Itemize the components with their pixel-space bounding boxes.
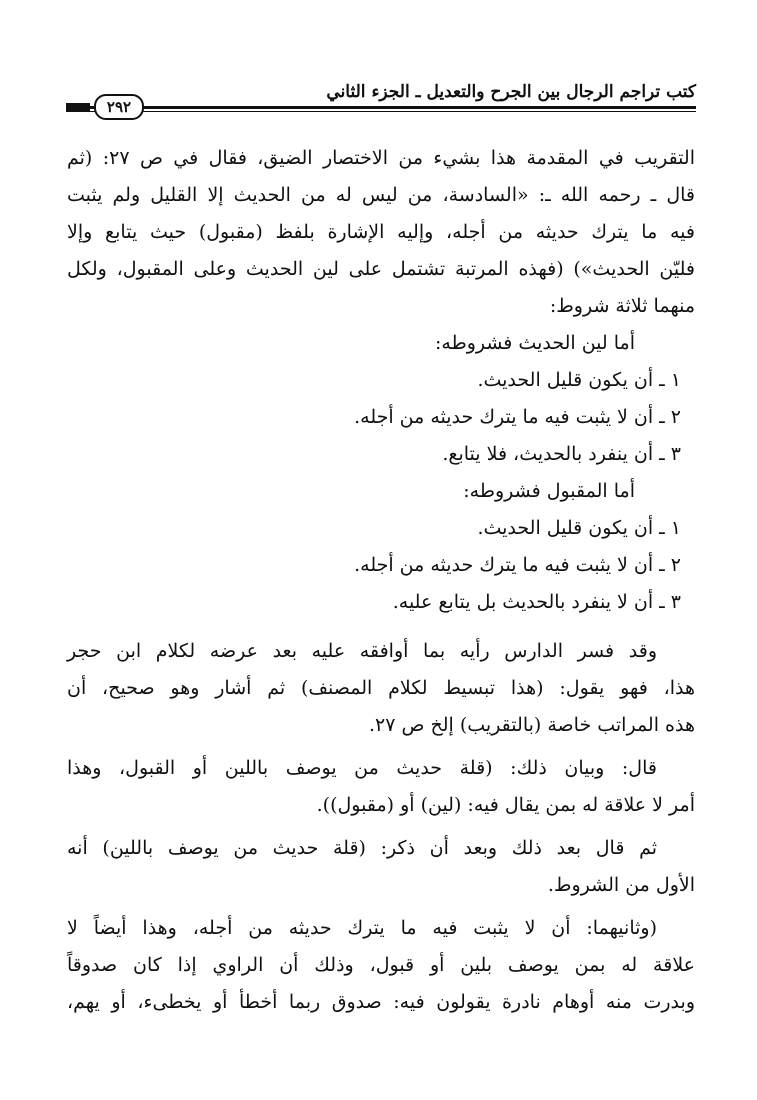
- list-item: ١ ـ أن يكون قليل الحديث.: [477, 517, 681, 539]
- text-line: منهما ثلاثة شروط:: [549, 295, 695, 317]
- list-item: ٢ ـ أن لا يثبت فيه ما يترك حديثه من أجله.: [354, 406, 681, 428]
- subheading: أما لين الحديث فشروطه:: [434, 332, 635, 354]
- text-line: فيه ما يترك حديثه من أجله، وإليه الإشارة بلفظ (مقبول) حيث يتابع وإلا: [67, 221, 695, 243]
- page-number: ٢٩٢: [94, 94, 144, 120]
- subheading: أما المقبول فشروطه:: [463, 480, 635, 502]
- list-item: ١ ـ أن يكون قليل الحديث.: [477, 369, 681, 391]
- page-number-ornament: [66, 96, 166, 118]
- text-line: هذا، فهو يقول: (هذا تبسيط لكلام المصنف) ثم أشار وهو صحيح، أن: [67, 677, 695, 699]
- text-line: أمر لا علاقة له بمن يقال فيه: (لين) أو (مقبول)).: [316, 794, 695, 816]
- text-line: وقد فسر الدارس رأيه بما أوافقه عليه بعد عرضه لكلام ابن حجر: [67, 640, 657, 662]
- text-line: ثم قال بعد ذلك وبعد أن ذكر: (قلة حديث من يوصف باللين) أنه: [67, 837, 657, 859]
- text-line: قال ـ رحمه الله ـ: «السادسة، من ليس له من الحديث إلا القليل ولم يثبت: [67, 184, 695, 206]
- text-line: قال: وبيان ذلك: (قلة حديث من يوصف باللين أو القبول، وهذا: [67, 757, 657, 779]
- text-line: وبدرت منه أوهام نادرة يقولون فيه: صدوق ربما أخطأ أو يخطىء، أو يهم،: [67, 991, 695, 1013]
- body-text: [67, 140, 695, 1021]
- text-line: هذه المراتب خاصة (بالتقريب) إلخ ص ٢٧.: [368, 714, 695, 736]
- running-title: كتب تراجم الرجال بين الجرح والتعديل ـ الجزء الثاني: [326, 82, 696, 102]
- list-item: ٢ ـ أن لا يثبت فيه ما يترك حديثه من أجله.: [354, 554, 681, 576]
- text-line: التقريب في المقدمة هذا بشيء من الاختصار الضيق، فقال في ص ٢٧: (ثم: [67, 147, 695, 169]
- list-item: ٣ ـ أن ينفرد بالحديث، فلا يتابع.: [442, 443, 681, 465]
- text-line: فليّن الحديث») (فهذه المرتبة تشتمل على لين الحديث وعلى المقبول، ولكل: [67, 258, 695, 280]
- text-line: (وثانيهما: أن لا يثبت فيه ما يترك حديثه من أجله، وهذا أيضاً لا: [67, 917, 657, 939]
- page-header: [66, 78, 696, 122]
- text-line: علاقة له بمن يوصف بلين أو قبول، وذلك أن الراوي إذا كان صدوقاً: [67, 954, 695, 976]
- paragraph-gap: [67, 621, 695, 633]
- text-line: الأول من الشروط.: [547, 874, 695, 896]
- ornament-bar: [66, 103, 90, 111]
- list-item: ٣ ـ أن لا ينفرد بالحديث بل يتابع عليه.: [392, 591, 681, 613]
